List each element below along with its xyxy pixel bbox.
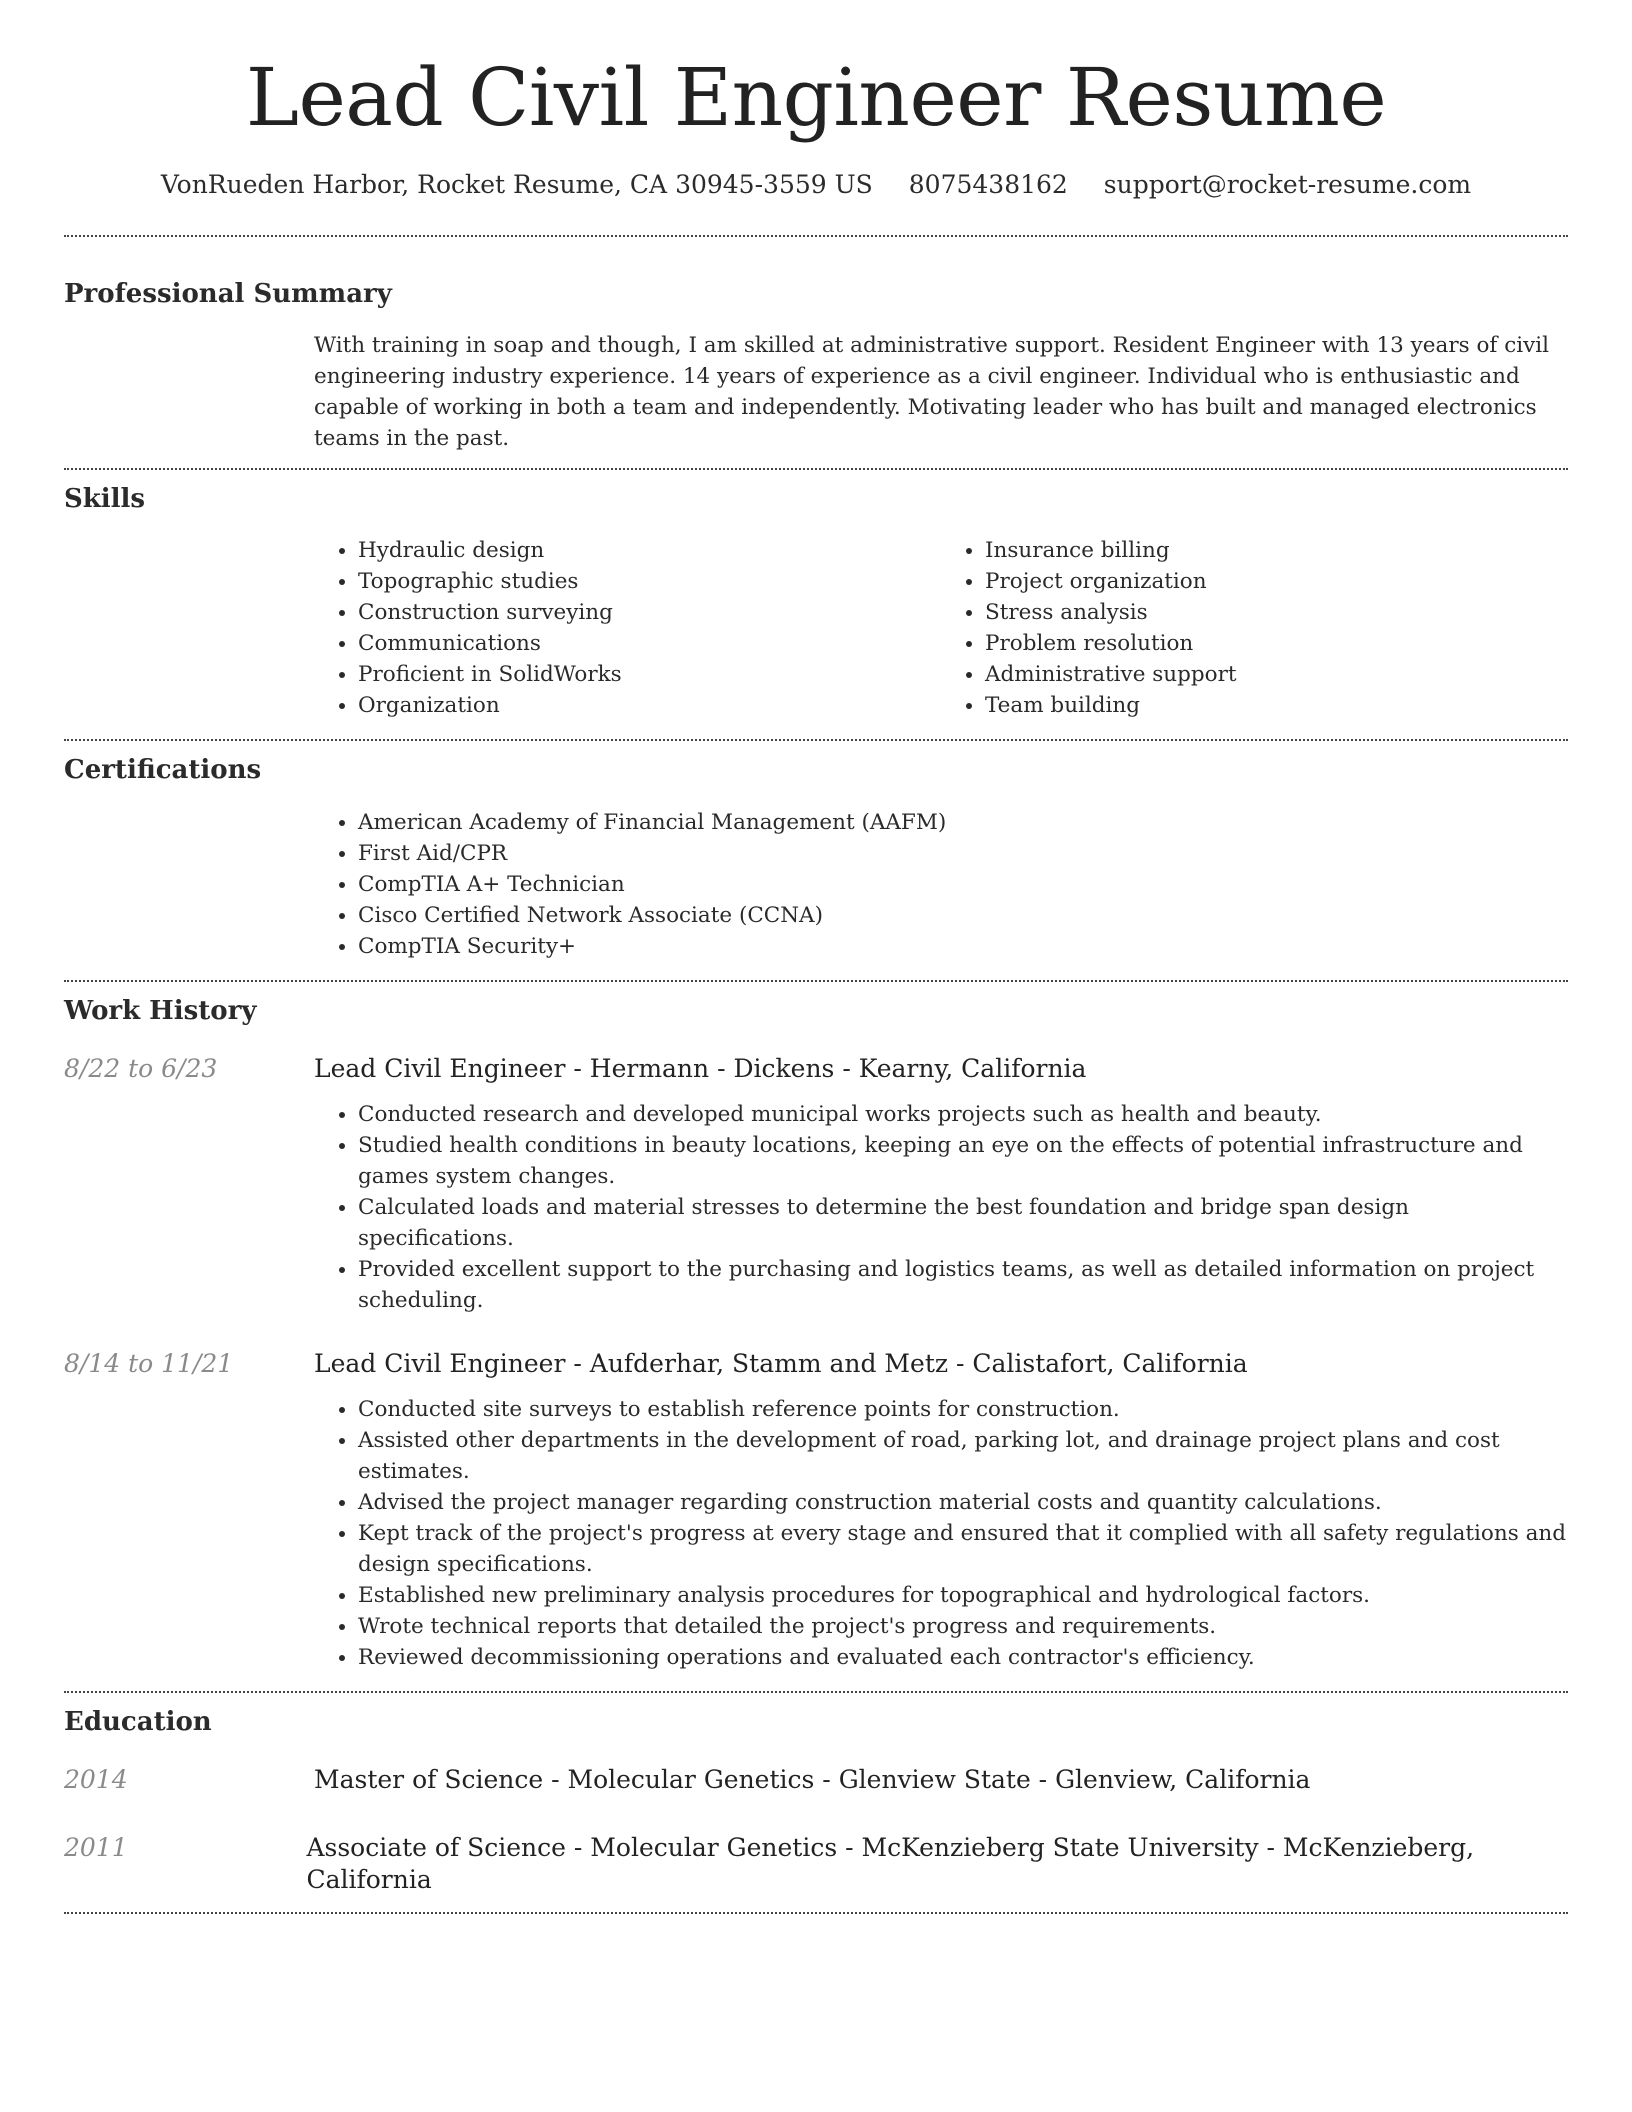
skills-list-left bbox=[314, 535, 941, 721]
work-section bbox=[64, 982, 1568, 1691]
skills-section bbox=[64, 470, 1568, 739]
list-item: • Assisted other departments in the development of road, parking lot, and drainage project plans and cost estimates. bbox=[358, 1425, 1568, 1487]
list-item: • Hydraulic design bbox=[358, 535, 941, 566]
list-item: • Conducted research and developed municipal works projects such as health and beauty. bbox=[358, 1099, 1568, 1130]
list-item: • Provided excellent support to the purchasing and logistics teams, as well as detailed information on project scheduling. bbox=[358, 1254, 1568, 1316]
education-entry bbox=[64, 1764, 1568, 1796]
list-item: • Organization bbox=[358, 690, 941, 721]
summary-heading: Professional Summary bbox=[64, 279, 392, 309]
education-title: Master of Science - Molecular Genetics - Glenview State - Glenview, California bbox=[314, 1764, 1311, 1794]
list-item: • Team building bbox=[985, 690, 1568, 721]
list-item: • Reviewed decommissioning operations and evaluated each contractor's efficiency. bbox=[358, 1642, 1568, 1673]
job-entry bbox=[64, 1348, 1568, 1380]
education-title: Associate of Science - Molecular Genetics - McKenzieberg State University - McKenzieberg, California bbox=[306, 1832, 1475, 1894]
list-item: • Wrote technical reports that detailed the project's progress and requirements. bbox=[358, 1611, 1568, 1642]
summary-section bbox=[64, 237, 1568, 468]
skills-list-right bbox=[941, 535, 1568, 721]
page-title: Lead Civil Engineer Resume bbox=[245, 51, 1387, 144]
job-details bbox=[314, 1099, 1568, 1316]
education-entry bbox=[64, 1832, 1568, 1912]
job-details bbox=[314, 1394, 1568, 1691]
list-item: • Studied health conditions in beauty locations, keeping an eye on the effects of potential infrastructure and games system changes. bbox=[358, 1130, 1568, 1192]
list-item: • Calculated loads and material stresses to determine the best foundation and bridge span design specifications. bbox=[358, 1192, 1568, 1254]
list-item: • Established new preliminary analysis procedures for topographical and hydrological factors. bbox=[358, 1580, 1568, 1611]
work-heading: Work History bbox=[64, 995, 257, 1026]
list-item: • Administrative support bbox=[985, 659, 1568, 690]
education-heading: Education bbox=[64, 1706, 212, 1737]
job-title: Lead Civil Engineer - Hermann - Dickens - Kearny, California bbox=[314, 1053, 1087, 1083]
education-year: 2011 bbox=[64, 1832, 128, 1862]
list-item: • American Academy of Financial Management (AAFM) bbox=[358, 807, 1568, 838]
list-item: • Proficient in SolidWorks bbox=[358, 659, 941, 690]
list-item: • CompTIA Security+ bbox=[358, 931, 1568, 962]
list-item: • Project organization bbox=[985, 566, 1568, 597]
certifications-list bbox=[314, 807, 1568, 962]
list-item: • Stress analysis bbox=[985, 597, 1568, 628]
list-item: • Kept track of the project's progress at every stage and ensured that it complied with all safety regulations and design specifications. bbox=[358, 1518, 1568, 1580]
list-item: • Advised the project manager regarding construction material costs and quantity calculations. bbox=[358, 1487, 1568, 1518]
list-item: • First Aid/CPR bbox=[358, 838, 1568, 869]
certifications-heading: Certifications bbox=[64, 755, 262, 786]
contact-line bbox=[64, 170, 1568, 199]
list-item: • Communications bbox=[358, 628, 941, 659]
list-item: • Construction surveying bbox=[358, 597, 941, 628]
list-item: • CompTIA A+ Technician bbox=[358, 869, 1568, 900]
resume-header bbox=[64, 0, 1568, 199]
job-date: 8/22 to 6/23 bbox=[64, 1053, 218, 1083]
job-title: Lead Civil Engineer - Aufderhar, Stamm and Metz - Calistafort, California bbox=[314, 1348, 1248, 1378]
contact-phone: 8075438162 bbox=[908, 170, 1068, 199]
list-item: • Conducted site surveys to establish reference points for construction. bbox=[358, 1394, 1568, 1425]
job-bullets bbox=[314, 1099, 1568, 1316]
contact-address: VonRueden Harbor, Rocket Resume, CA 30945-3559 US bbox=[160, 170, 873, 199]
list-item: • Topographic studies bbox=[358, 566, 941, 597]
education-year: 2014 bbox=[64, 1764, 128, 1794]
skills-columns bbox=[314, 535, 1568, 739]
divider bbox=[64, 1912, 1568, 1914]
certifications-section bbox=[64, 741, 1568, 979]
certifications-list-wrap bbox=[314, 807, 1568, 980]
education-section bbox=[64, 1693, 1568, 1912]
skills-heading: Skills bbox=[64, 484, 146, 515]
job-entry bbox=[64, 1053, 1568, 1085]
list-item: • Problem resolution bbox=[985, 628, 1568, 659]
contact-email: support@rocket-resume.com bbox=[1103, 170, 1472, 199]
job-date: 8/14 to 11/21 bbox=[64, 1348, 234, 1378]
summary-text: With training in soap and though, I am skilled at administrative support. Resident Engineer with 13 years of civil engineering industry experience. 14 years of experience as a civil engineer. Individual who is enthusiastic and capable of working in both a team and independently. Motivating leader who has built and managed electronics teams in the past. bbox=[314, 333, 1550, 452]
list-item: • Cisco Certified Network Associate (CCNA) bbox=[358, 900, 1568, 931]
list-item: • Insurance billing bbox=[985, 535, 1568, 566]
job-bullets bbox=[314, 1394, 1568, 1673]
